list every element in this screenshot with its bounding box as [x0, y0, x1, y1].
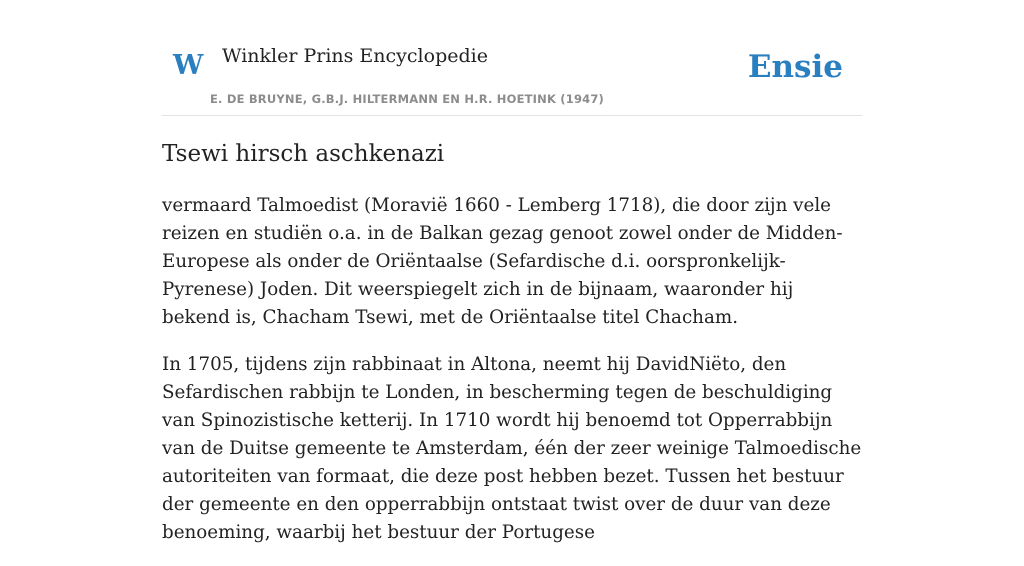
article-title: Tsewi hirsch aschkenazi: [162, 141, 445, 167]
site-header: [162, 0, 862, 116]
article-paragraph: vermaard Talmoedist (Moravië 1660 - Lemberg 1718), die door zijn vele reizen en studiën o.a. in de Balkan gezag genoot zowel onder de Midden-Europese als onder de Oriëntaalse (Sefardische d.i. oorspronkelijk-Pyrenese) Joden. Dit weerspiegelt zich in de bijnaam, waaronder hij bekend is, Chacham Tsewi, met de Oriëntaalse titel Chacham.: [162, 195, 843, 328]
content-container: [162, 0, 862, 543]
authors-byline: E. DE BRUYNE, G.B.J. HILTERMANN EN H.R. HOETINK (1947): [210, 92, 605, 106]
site-title[interactable]: Winkler Prins Encyclopedie: [222, 45, 488, 67]
article-paragraph: In 1705, tijdens zijn rabbinaat in Altona, neemt hij DavidNiëto, den Sefardischen rabbijn te Londen, in bescherming tegen de beschuldiging van Spinozistische ketterij. In 1710 wordt hij benoemd tot Opperrabbijn van de Duitse gemeente te Amsterdam, één der zeer weinige Talmoedische autoriteiten van formaat, die deze post hebben bezet. Tussen het bestuur der gemeente en den opperrabbijn ontstaat twist over de duur van deze benoeming, waarbij het bestuur der Portugese: [162, 354, 862, 543]
article-body: [162, 192, 862, 566]
wp-logo-icon[interactable]: W: [173, 50, 204, 81]
ensie-logo[interactable]: Ensie: [747, 49, 843, 85]
